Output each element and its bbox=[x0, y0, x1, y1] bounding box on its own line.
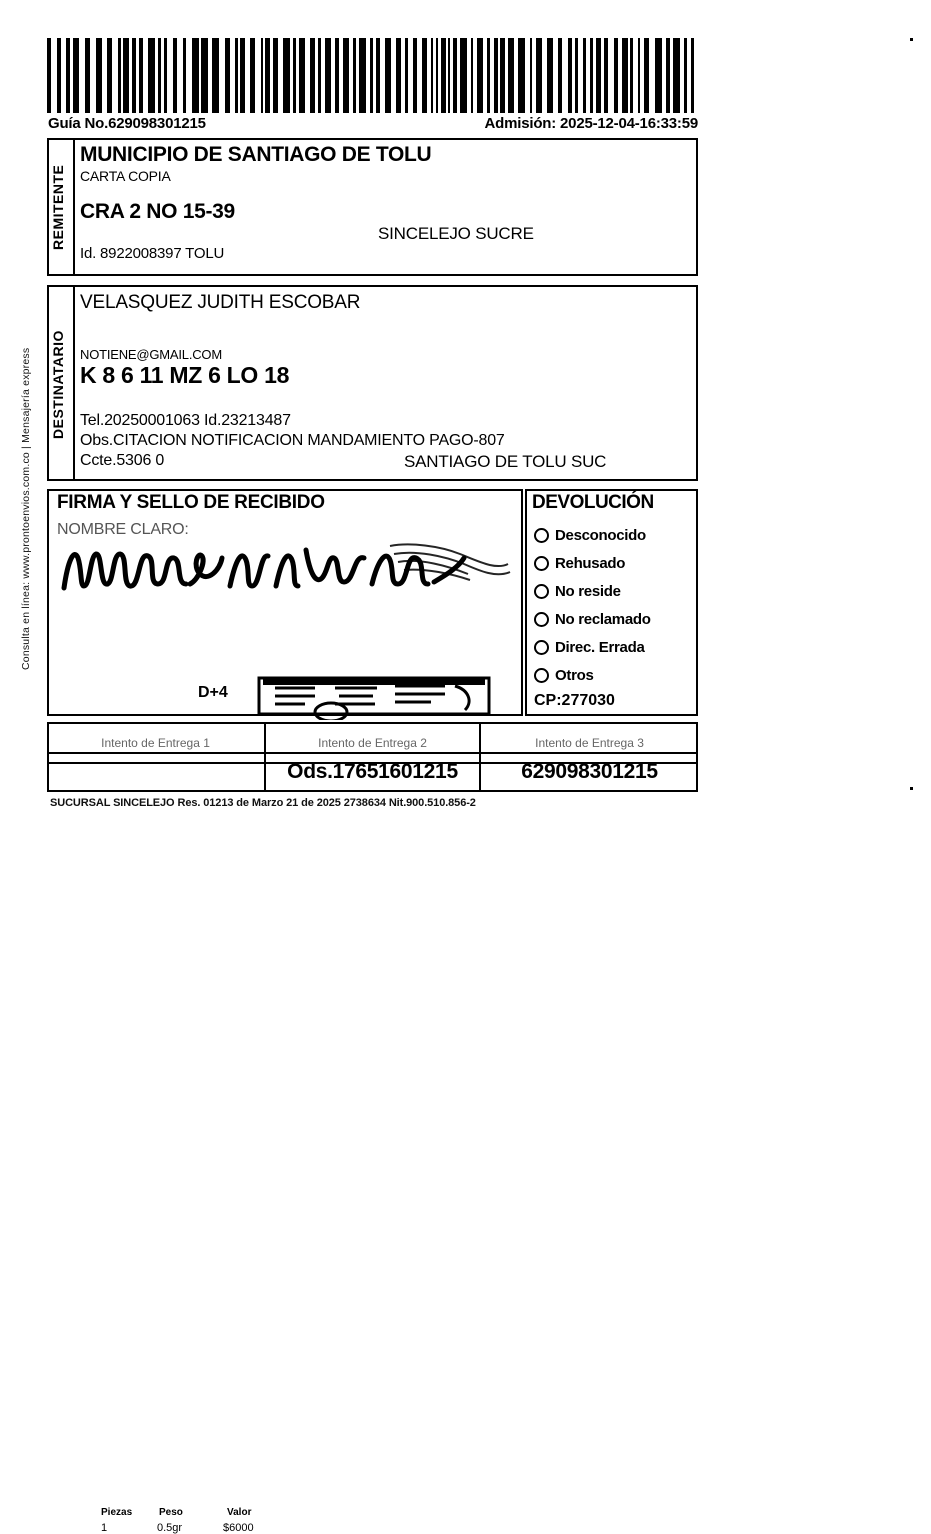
return-title: DEVOLUCIÓN bbox=[532, 492, 654, 513]
attempt-3-label: Intento de Entrega 3 bbox=[535, 736, 644, 750]
sender-id: Id. 8922008397 TOLU bbox=[80, 245, 225, 262]
ods-cell bbox=[264, 752, 481, 792]
return-option-3[interactable] bbox=[534, 577, 694, 605]
return-option-6[interactable] bbox=[534, 661, 694, 689]
radio-icon[interactable] bbox=[534, 640, 549, 655]
pieces-value: 1 bbox=[101, 1522, 108, 1534]
radio-icon[interactable] bbox=[534, 612, 549, 627]
signature-title: FIRMA Y SELLO DE RECIBIDO bbox=[57, 492, 325, 513]
barcode-bar bbox=[655, 38, 662, 113]
barcode-image bbox=[47, 38, 697, 113]
return-option-label: Desconocido bbox=[555, 526, 646, 544]
radio-icon[interactable] bbox=[534, 584, 549, 599]
weight-label: Peso bbox=[159, 1507, 183, 1518]
barcode-bar bbox=[283, 38, 290, 113]
recipient-section-label: DESTINATARIO bbox=[50, 330, 66, 440]
barcode-bar bbox=[148, 38, 155, 113]
recipient-phone-id: Tel.20250001063 Id.23213487 bbox=[80, 412, 291, 429]
pieces-label: Piezas bbox=[101, 1507, 133, 1518]
sender-section-label: REMITENTE bbox=[50, 164, 66, 251]
signature-name-label: NOMBRE CLARO: bbox=[57, 521, 189, 538]
barcode-bar bbox=[460, 38, 467, 113]
return-option-1[interactable] bbox=[534, 521, 694, 549]
return-option-4[interactable] bbox=[534, 605, 694, 633]
recipient-account: Ccte.5306 0 bbox=[80, 452, 165, 469]
guide-number-value: 629098301215 bbox=[521, 760, 658, 783]
guide-number-label: Guía No.629098301215 bbox=[48, 115, 206, 132]
recipient-name: VELASQUEZ JUDITH ESCOBAR bbox=[80, 292, 361, 313]
delivery-days-label: D+4 bbox=[198, 684, 228, 701]
footer-legal-text: SUCURSAL SINCELEJO Res. 01213 de Marzo 21 de 2025 2738634 Nit.900.510.856-2 bbox=[50, 797, 476, 809]
recipient-address: K 8 6 11 MZ 6 LO 18 bbox=[80, 362, 290, 388]
radio-icon[interactable] bbox=[534, 668, 549, 683]
postal-code: CP:277030 bbox=[534, 692, 615, 709]
value-label: Valor bbox=[227, 1507, 252, 1518]
attempt-1-label: Intento de Entrega 1 bbox=[101, 736, 210, 750]
corner-dot-top-right bbox=[910, 38, 913, 41]
sender-address: CRA 2 NO 15-39 bbox=[80, 200, 235, 223]
radio-icon[interactable] bbox=[534, 528, 549, 543]
return-options-list[interactable] bbox=[534, 521, 694, 689]
recipient-city: SANTIAGO DE TOLU SUC bbox=[404, 452, 607, 471]
sender-type: CARTA COPIA bbox=[80, 168, 171, 184]
attempt-2-label: Intento de Entrega 2 bbox=[264, 722, 481, 764]
guide-number-cell bbox=[481, 752, 698, 792]
barcode-bar bbox=[359, 38, 366, 113]
barcode-bar bbox=[192, 38, 199, 113]
return-option-label: Otros bbox=[555, 666, 594, 684]
recipient-observations: Obs.CITACION NOTIFICACION MANDAMIENTO PAGO-807 bbox=[80, 432, 505, 449]
barcode-bar bbox=[201, 38, 208, 113]
admission-timestamp: Admisión: 2025-12-04-16:33:59 bbox=[484, 115, 698, 132]
corner-dot-bottom-right bbox=[910, 787, 913, 790]
return-option-label: Direc. Errada bbox=[555, 638, 645, 656]
guide-header bbox=[48, 115, 698, 135]
barcode-bar bbox=[518, 38, 525, 113]
value-value: $6000 bbox=[223, 1522, 254, 1534]
return-option-label: No reside bbox=[555, 582, 621, 600]
return-option-5[interactable] bbox=[534, 633, 694, 661]
sender-name: MUNICIPIO DE SANTIAGO DE TOLU bbox=[80, 143, 432, 166]
radio-icon[interactable] bbox=[534, 556, 549, 571]
ods-number: Ods.17651601215 bbox=[287, 760, 458, 783]
barcode-space bbox=[694, 38, 697, 113]
recipient-email: NOTIENE@GMAIL.COM bbox=[80, 347, 222, 362]
side-company-text: Consulta en línea: www.prontoenvios.com.co | Mensajería express bbox=[20, 347, 32, 670]
sender-city: SINCELEJO SUCRE bbox=[378, 224, 534, 243]
return-option-label: Rehusado bbox=[555, 554, 626, 572]
weight-value: 0.5gr bbox=[157, 1522, 183, 1534]
return-option-2[interactable] bbox=[534, 549, 694, 577]
return-option-label: No reclamado bbox=[555, 610, 651, 628]
barcode-bar bbox=[673, 38, 680, 113]
barcode-bar bbox=[212, 38, 219, 113]
